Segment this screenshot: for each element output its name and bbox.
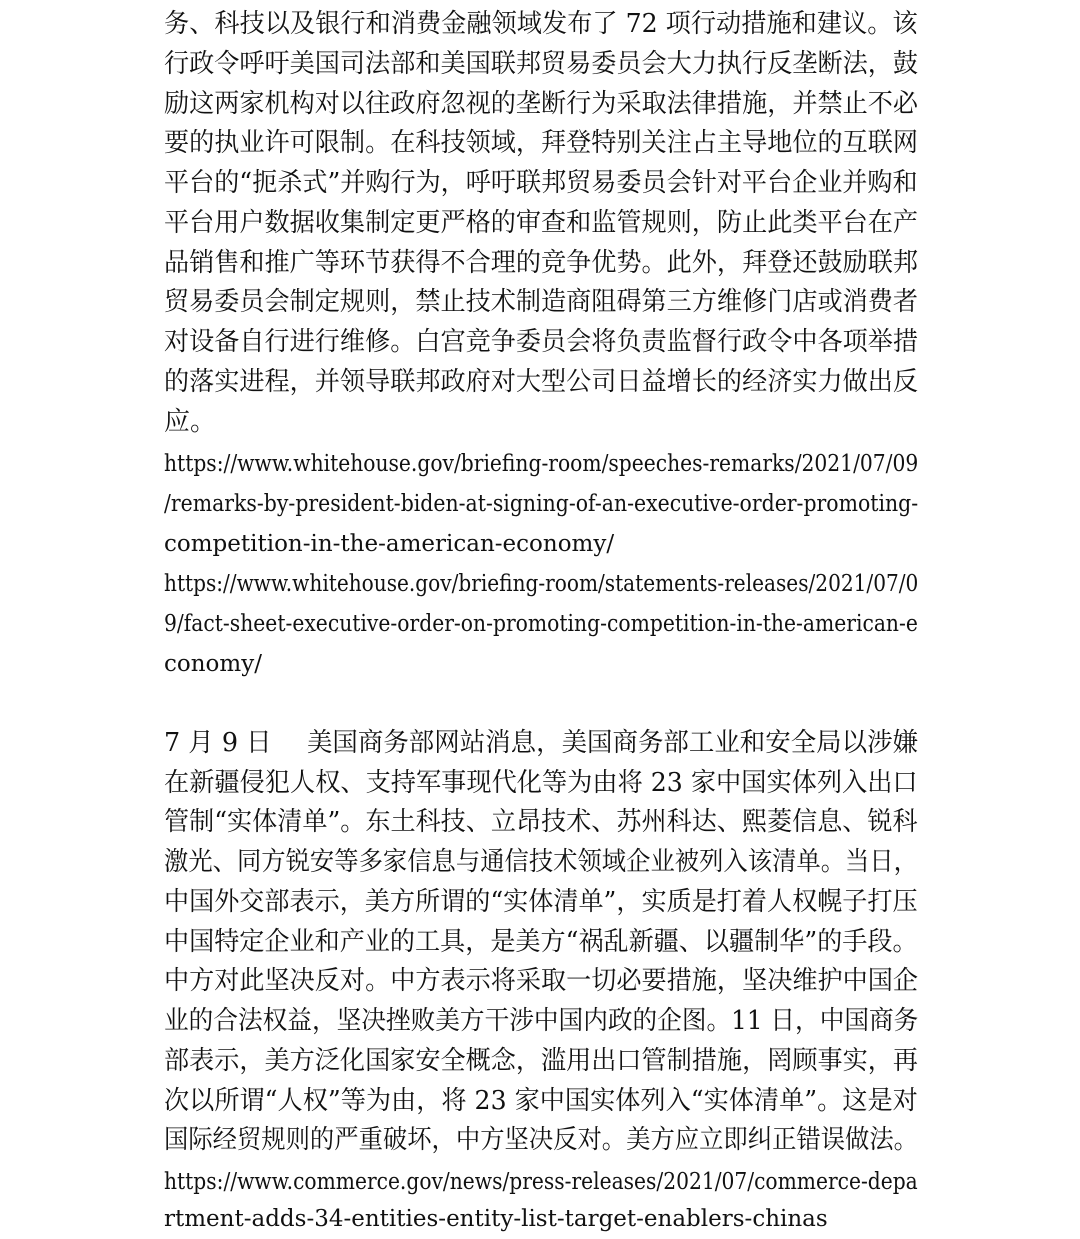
text-line: 激光、同方锐安等多家信息与通信技术领域企业被列入该清单。当日， xyxy=(164,847,919,877)
source-url-line[interactable]: conomy/ xyxy=(164,651,262,677)
text-line: 平台用户数据收集制定更严格的审查和监管规则，防止此类平台在产 xyxy=(164,208,919,238)
source-url-line[interactable]: https://www.whitehouse.gov/briefing-room/speeches-remarks/2021/07/09 xyxy=(164,451,919,477)
text-line: 对设备自行进行维修。白宫竞争委员会将负责监督行政令中各项举措 xyxy=(164,327,919,357)
source-url-line[interactable]: competition-in-the-american-economy/ xyxy=(164,531,615,557)
source-url-line[interactable]: 9/fact-sheet-executive-order-on-promoting-competition-in-the-american-e xyxy=(164,611,918,637)
text-line: 国际经贸规则的严重破坏，中方坚决反对。美方应立即纠正错误做法。 xyxy=(164,1125,919,1155)
entry-first-line xyxy=(164,723,918,763)
text-line: 中方对此坚决反对。中方表示将采取一切必要措施，坚决维护中国企 xyxy=(164,966,919,996)
text-line: 行政令呼吁美国司法部和美国联邦贸易委员会大力执行反垄断法，鼓 xyxy=(164,49,919,79)
source-url-line[interactable]: /remarks-by-president-biden-at-signing-of-an-executive-order-promoting- xyxy=(164,491,919,517)
text-line: 部表示，美方泛化国家安全概念，滥用出口管制措施，罔顾事实，再 xyxy=(164,1046,919,1076)
text-line: 务、科技以及银行和消费金融领域发布了 72 项行动措施和建议。该 xyxy=(164,9,918,39)
text-line: 管制“实体清单”。东土科技、立昂技术、苏州科达、熙菱信息、锐科 xyxy=(164,807,918,837)
text-line: 的落实进程，并领导联邦政府对大型公司日益增长的经济实力做出反 xyxy=(164,367,919,397)
entry-date: 7 月 9 日 xyxy=(164,728,272,758)
source-url-line[interactable]: https://www.commerce.gov/news/press-releases/2021/07/commerce-depa xyxy=(164,1169,918,1195)
text-line: 在新疆侵犯人权、支持军事现代化等为由将 23 家中国实体列入出口 xyxy=(164,768,918,798)
text-line: 品销售和推广等环节获得不合理的竞争优势。此外，拜登还鼓励联邦 xyxy=(164,248,919,278)
source-url-line[interactable]: rtment-adds-34-entities-entity-list-target-enablers-chinas xyxy=(164,1206,828,1232)
text-line: 应。 xyxy=(164,407,217,437)
text-line: 次以所谓“人权”等为由，将 23 家中国实体列入“实体清单”。这是对 xyxy=(164,1086,918,1116)
text-line: 业的合法权益，坚决挫败美方干涉中国内政的企图。11 日，中国商务 xyxy=(164,1006,919,1036)
source-url-line[interactable]: https://www.whitehouse.gov/briefing-room/statements-releases/2021/07/0 xyxy=(164,571,919,597)
text-line: 贸易委员会制定规则，禁止技术制造商阻碍第三方维修门店或消费者 xyxy=(164,287,919,317)
text-line: 中国特定企业和产业的工具，是美方“祸乱新疆、以疆制华”的手段。 xyxy=(164,927,918,957)
text-line: 要的执业许可限制。在科技领域，拜登特别关注占主导地位的互联网 xyxy=(164,128,919,158)
text-line: 励这两家机构对以往政府忽视的垄断行为采取法律措施，并禁止不必 xyxy=(164,89,919,119)
entry-text: 美国商务部网站消息，美国商务部工业和安全局以涉嫌 xyxy=(306,728,919,758)
text-line: 中国外交部表示，美方所谓的“实体清单”，实质是打着人权幌子打压 xyxy=(164,887,918,917)
text-line: 平台的“扼杀式”并购行为，呼吁联邦贸易委员会针对平台企业并购和 xyxy=(164,168,918,198)
